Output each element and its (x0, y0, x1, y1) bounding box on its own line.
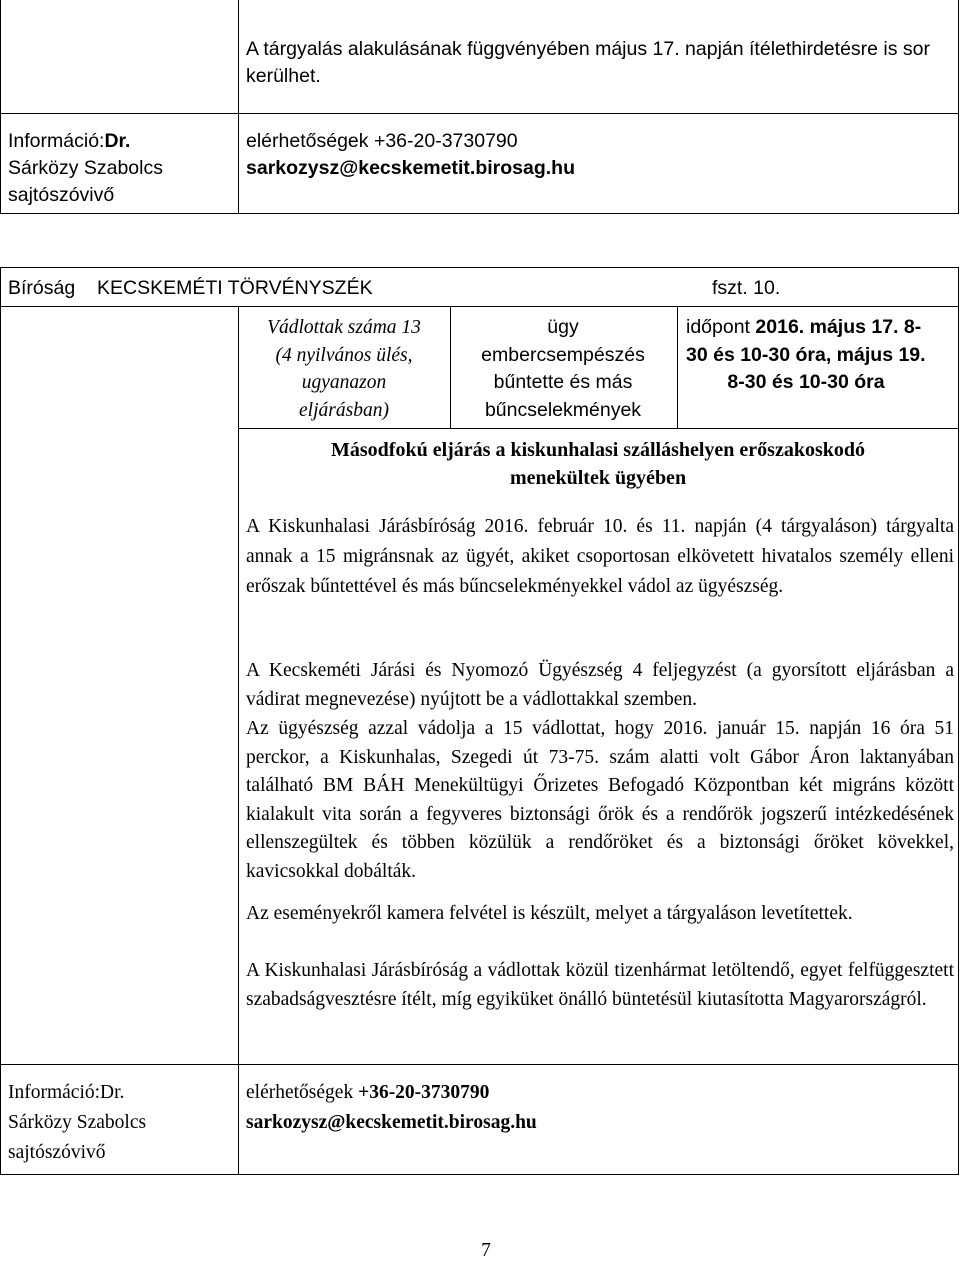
table-border (0, 1064, 959, 1065)
case-type: ügy embercsempészés bűntette és más bűncselekmények (481, 316, 645, 421)
hearing-time: időpont 2016. május 17. 8- 30 és 10-30 óra, május 19. 8-30 és 10-30 óra (686, 316, 926, 393)
table-border (450, 306, 451, 428)
contact-email: sarkozysz@kecskemetit.birosag.hu (246, 1112, 537, 1133)
table-border (238, 1064, 239, 1174)
info-role: sajtószóvivő (8, 1142, 106, 1163)
table-border (958, 0, 959, 213)
info-name-title: Dr. (100, 1082, 125, 1103)
table-border (0, 267, 959, 268)
table-border (0, 113, 959, 114)
table-border (238, 306, 239, 1064)
case-title: Másodfokú eljárás a kiskunhalasi szálláshelyen erőszakoskodó menekültek ügyében (331, 439, 865, 489)
paragraph-1: A Kiskunhalasi Járásbíróság 2016. február 10. és 11. napján (4 tárgyaláson) tárgyalta annak a 15 migránsnak az ügyét, akiket csoportosan elkövetett hivatalos személy elleni erőszak bűntettével és más bűncselekményekkel vádol az ügyészség. (246, 516, 954, 597)
footer-contact-person (8, 1078, 234, 1168)
table-border (0, 0, 1, 213)
info-name: Sárközy Szabolcs (8, 157, 163, 179)
footer-contact-details (246, 1078, 952, 1138)
defendants-count: Vádlottak száma 13 (4 nyilvános ülés, ugyanazon eljárásban) (267, 317, 421, 421)
table-border (0, 1174, 959, 1175)
table-border (0, 306, 959, 307)
hearing-note: A tárgyalás alakulásának függvényében május 17. napján ítélethirdetésre is sor kerülhet. (246, 38, 931, 87)
table-border (0, 1064, 1, 1174)
contact-label: elérhetőségek (246, 130, 369, 152)
paragraph-4: Az eseményekről kamera felvétel is készült, melyet a tárgyaláson levetítettek. (246, 903, 853, 924)
info-label: Információ: (8, 130, 105, 152)
contact-email: sarkozysz@kecskemetit.birosag.hu (246, 157, 575, 179)
info-contact-person (8, 128, 234, 209)
contact-label: elérhetőségek (246, 1082, 354, 1103)
court-label: Bíróság (8, 277, 76, 299)
paragraph-3: Az ügyészség azzal vádolja a 15 vádlottat, hogy 2016. január 15. napján 16 óra 51 perckor, a Kiskunhalas, Szegedi út 73-75. szám alatti volt Gábor Áron laktanyában található BM BÁH Menekültügyi Őrizetes Befogadó Központban két migráns között kialakult vita során a fegyveres biztonsági őrök és a rendőrök jogszerű intézkedésének ellenszegültek és többen közülük a rendőröket és a biztonsági őröket kövekkel, kavicsokkal dobálták. (246, 718, 954, 882)
contact-phone: +36-20-3730790 (373, 130, 518, 152)
info-label: Információ: (8, 1082, 101, 1103)
paragraph-2: A Kecskeméti Járási és Nyomozó Ügyészség 4 feljegyzést (a gyorsított eljárásban a vádirat megnevezése) nyújtott be a vádlottakkal szemben. (246, 660, 954, 710)
table-border (958, 267, 959, 1064)
table-border (238, 428, 959, 429)
table-border (0, 213, 959, 214)
table-border (677, 306, 678, 428)
table-border (958, 1064, 959, 1174)
table-border (0, 267, 1, 1064)
court-name: KECSKEMÉTI TÖRVÉNYSZÉK (97, 277, 373, 299)
info-contact-details (246, 128, 952, 182)
table-border (238, 0, 239, 213)
info-name: Sárközy Szabolcs (8, 1112, 147, 1133)
paragraph-5: A Kiskunhalasi Járásbíróság a vádlottak közül tizenhármat letöltendő, egyet felfüggesztett szabadságvesztésre ítélt, míg egyiküket önálló büntetésül kiutasította Magyarországról. (246, 960, 954, 1010)
page-number: 7 (481, 1240, 491, 1261)
info-role: sajtószóvivő (8, 184, 115, 206)
courtroom: fszt. 10. (712, 277, 781, 299)
info-name-title: Dr. (104, 130, 131, 152)
contact-phone: +36-20-3730790 (358, 1082, 490, 1103)
time-label: időpont (686, 316, 750, 338)
